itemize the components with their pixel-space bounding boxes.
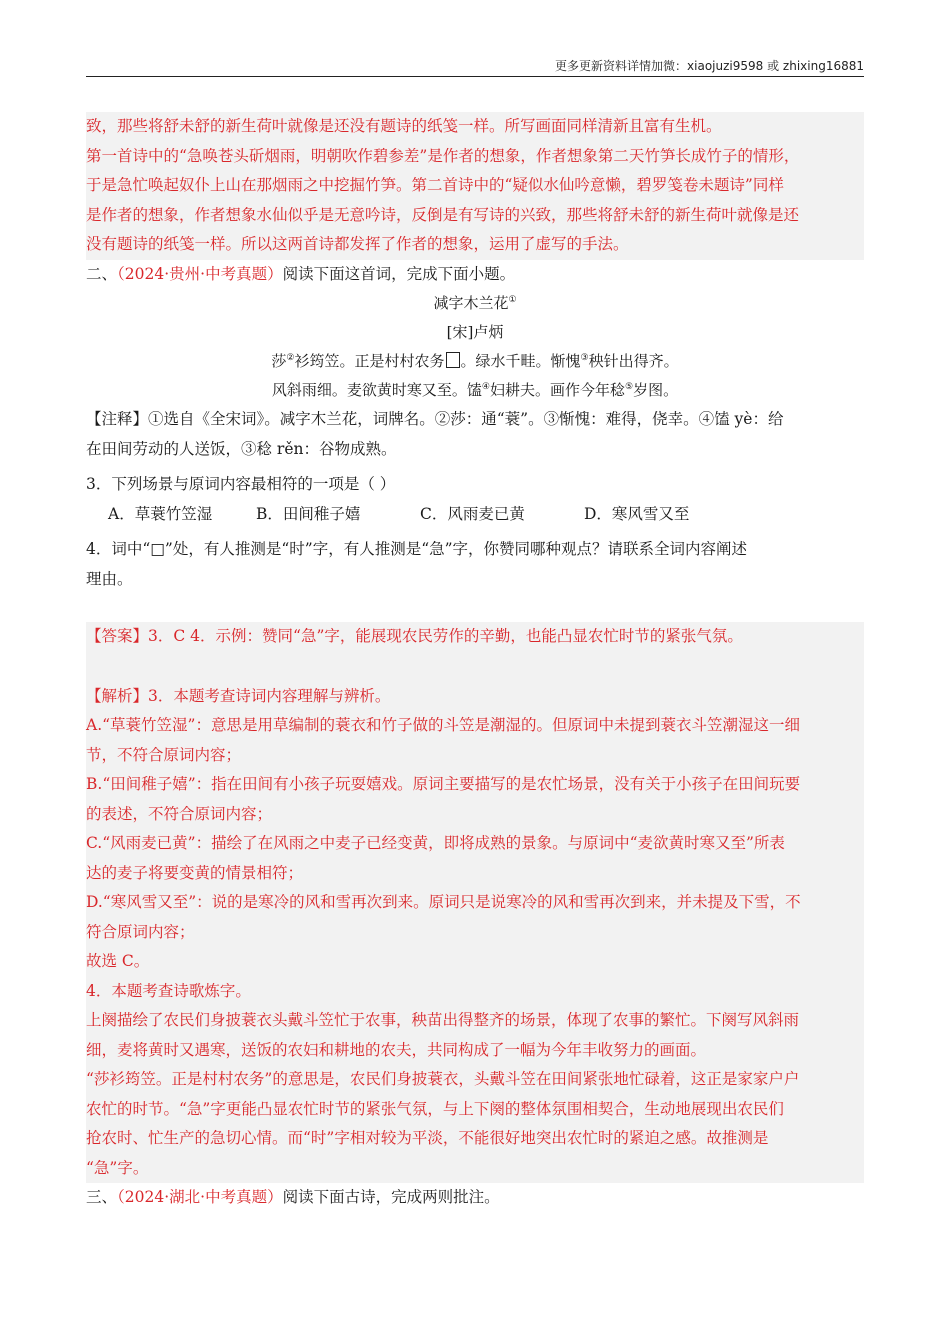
poem-author: [宋]卢炳 — [446, 323, 504, 341]
header-contact-text: 更多更新资料详情加微：xiaojuzi9598 或 zhixing16881 — [555, 59, 864, 73]
analysis-line: 没有题诗的纸笺一样。所以这两首诗都发挥了作者的想象，运用了虚写的手法。 — [86, 235, 629, 253]
question-4-stem: 理由。 — [86, 569, 133, 588]
notes-line: 在田间劳动的人送饭，③稔 rěn：谷物成熟。 — [86, 439, 397, 458]
analysis-line: D.“寒风雪又至”：说的是寒冷的风和雪再次到来。原词只是说寒冷的风和雪再次到来，并未提及下雪，不 — [86, 893, 801, 911]
analysis-line: 农忙的时节。“急”字更能凸显农忙时节的紧张气氛，与上下阕的整体氛围相契合，生动地展现出农民们 — [86, 1099, 784, 1118]
analysis-line: C.“风雨麦已黄”：描绘了在风雨之中麦子已经变黄，即将成熟的景象。与原词中“麦欲黄时寒又至”所表 — [86, 834, 785, 852]
option-d: D．寒风雪又至 — [584, 504, 690, 523]
analysis-line: 致，那些将舒未舒的新生荷叶就像是还没有题诗的纸笺一样。所写画面同样清新且富有生机。 — [86, 117, 722, 135]
analysis-line: 节，不符合原词内容； — [86, 745, 242, 764]
previous-analysis-block — [86, 112, 864, 260]
question-3-options — [86, 500, 864, 530]
analysis-line: 符合原词内容； — [86, 922, 195, 941]
analysis-conclusion: 故选 C。 — [86, 952, 150, 970]
notes-line: 【注释】①选自《全宋词》。减字木兰花，词牌名。②莎：通“蓑”。③惭愧：难得，侥幸。④馌 yè：给 — [86, 410, 784, 428]
analysis-line: “急”字。 — [86, 1158, 149, 1177]
poem-line-1: 莎②衫筠笠。正是村村农务 。绿水千畦。惭愧③秧针出得齐。 — [271, 352, 679, 370]
analysis-line: 抢农时、忙生产的急切心情。而“时”字相对较为平淡，不能很好地突出农忙时的紧迫之感。故推测是 — [86, 1129, 769, 1147]
analysis-heading: 【解析】3．本题考查诗词内容理解与辨析。 — [86, 686, 391, 705]
analysis-line: 上阕描绘了农民们身披蓑衣头戴斗笠忙于农事，秧苗出得整齐的场景，体现了农事的繁忙。下阕写风斜雨 — [86, 1011, 800, 1029]
analysis-heading: 4．本题考查诗歌炼字。 — [86, 981, 251, 1000]
section-two-heading: 二、（2024·贵州·中考真题）阅读下面这首词，完成下面小题。 — [86, 264, 516, 283]
analysis-line: 第一首诗中的“急唤苍头斫烟雨，明朝吹作碧参差”是作者的想象，作者想象第二天竹笋长成竹子的情形， — [86, 146, 800, 165]
section-three-heading: 三、（2024·湖北·中考真题）阅读下面古诗，完成两则批注。 — [86, 1188, 500, 1206]
option-c: C．风雨麦已黄 — [420, 504, 525, 523]
option-b: B．田间稚子嬉 — [256, 504, 361, 523]
analysis-line: B.“田间稚子嬉”：指在田间有小孩子玩耍嬉戏。原词主要描写的是农忙场景，没有关于小孩子在田间玩要 — [86, 775, 801, 793]
analysis-line: 达的麦子将要变黄的情景相符； — [86, 863, 304, 882]
analysis-line: 的表述，不符合原词内容； — [86, 804, 273, 823]
page-content — [86, 112, 864, 1213]
analysis-line: 是作者的想象，作者想象水仙似乎是无意吟诗，反倒是有写诗的兴致，那些将舒未舒的新生荷叶就像是还 — [86, 205, 800, 224]
analysis-line: A.“草蓑竹笠湿”：意思是用草编制的蓑衣和竹子做的斗笠是潮湿的。但原词中未提到蓑衣斗笠潮湿这一细 — [86, 716, 800, 734]
answer-analysis-block — [86, 622, 864, 1183]
question-3-stem: 3．下列场景与原词内容最相符的一项是（ ） — [86, 475, 396, 493]
poem-line-2: 风斜雨细。麦欲黄时寒又至。馌④妇耕夫。画作今年稔⑤岁图。 — [271, 381, 679, 399]
blank-box — [446, 352, 460, 368]
question-source: （2024·湖北·中考真题） — [117, 1188, 283, 1206]
option-a: A．草蓑竹笠湿 — [108, 504, 213, 523]
answer-line: 【答案】3．C 4．示例：赞同“急”字，能展现农民劳作的辛勤，也能凸显农忙时节的紧张气氛。 — [86, 627, 743, 645]
analysis-line: 于是急忙唤起奴仆上山在那烟雨之中挖掘竹笋。第二首诗中的“疑似水仙吟意懒，碧罗笺卷未题诗”同样 — [86, 176, 784, 194]
question-source: （2024·贵州·中考真题） — [117, 264, 283, 283]
analysis-line: 细，麦将黄时又遇寒，送饭的农妇和耕地的农夫，共同构成了一幅为今年丰收努力的画面。 — [86, 1040, 707, 1059]
poem-title: 减字木兰花① — [433, 294, 517, 312]
question-4-stem: 4．词中“□”处，有人推测是“时”字，有人推测是“急”字，你赞同哪种观点？请联系全词内容阐述 — [86, 540, 748, 558]
page-header — [86, 56, 864, 77]
analysis-line: “莎衫筠笠。正是村村农务”的意思是，农民们身披蓑衣，头戴斗笠在田间紧张地忙碌着，这正是家家户户 — [86, 1070, 800, 1088]
